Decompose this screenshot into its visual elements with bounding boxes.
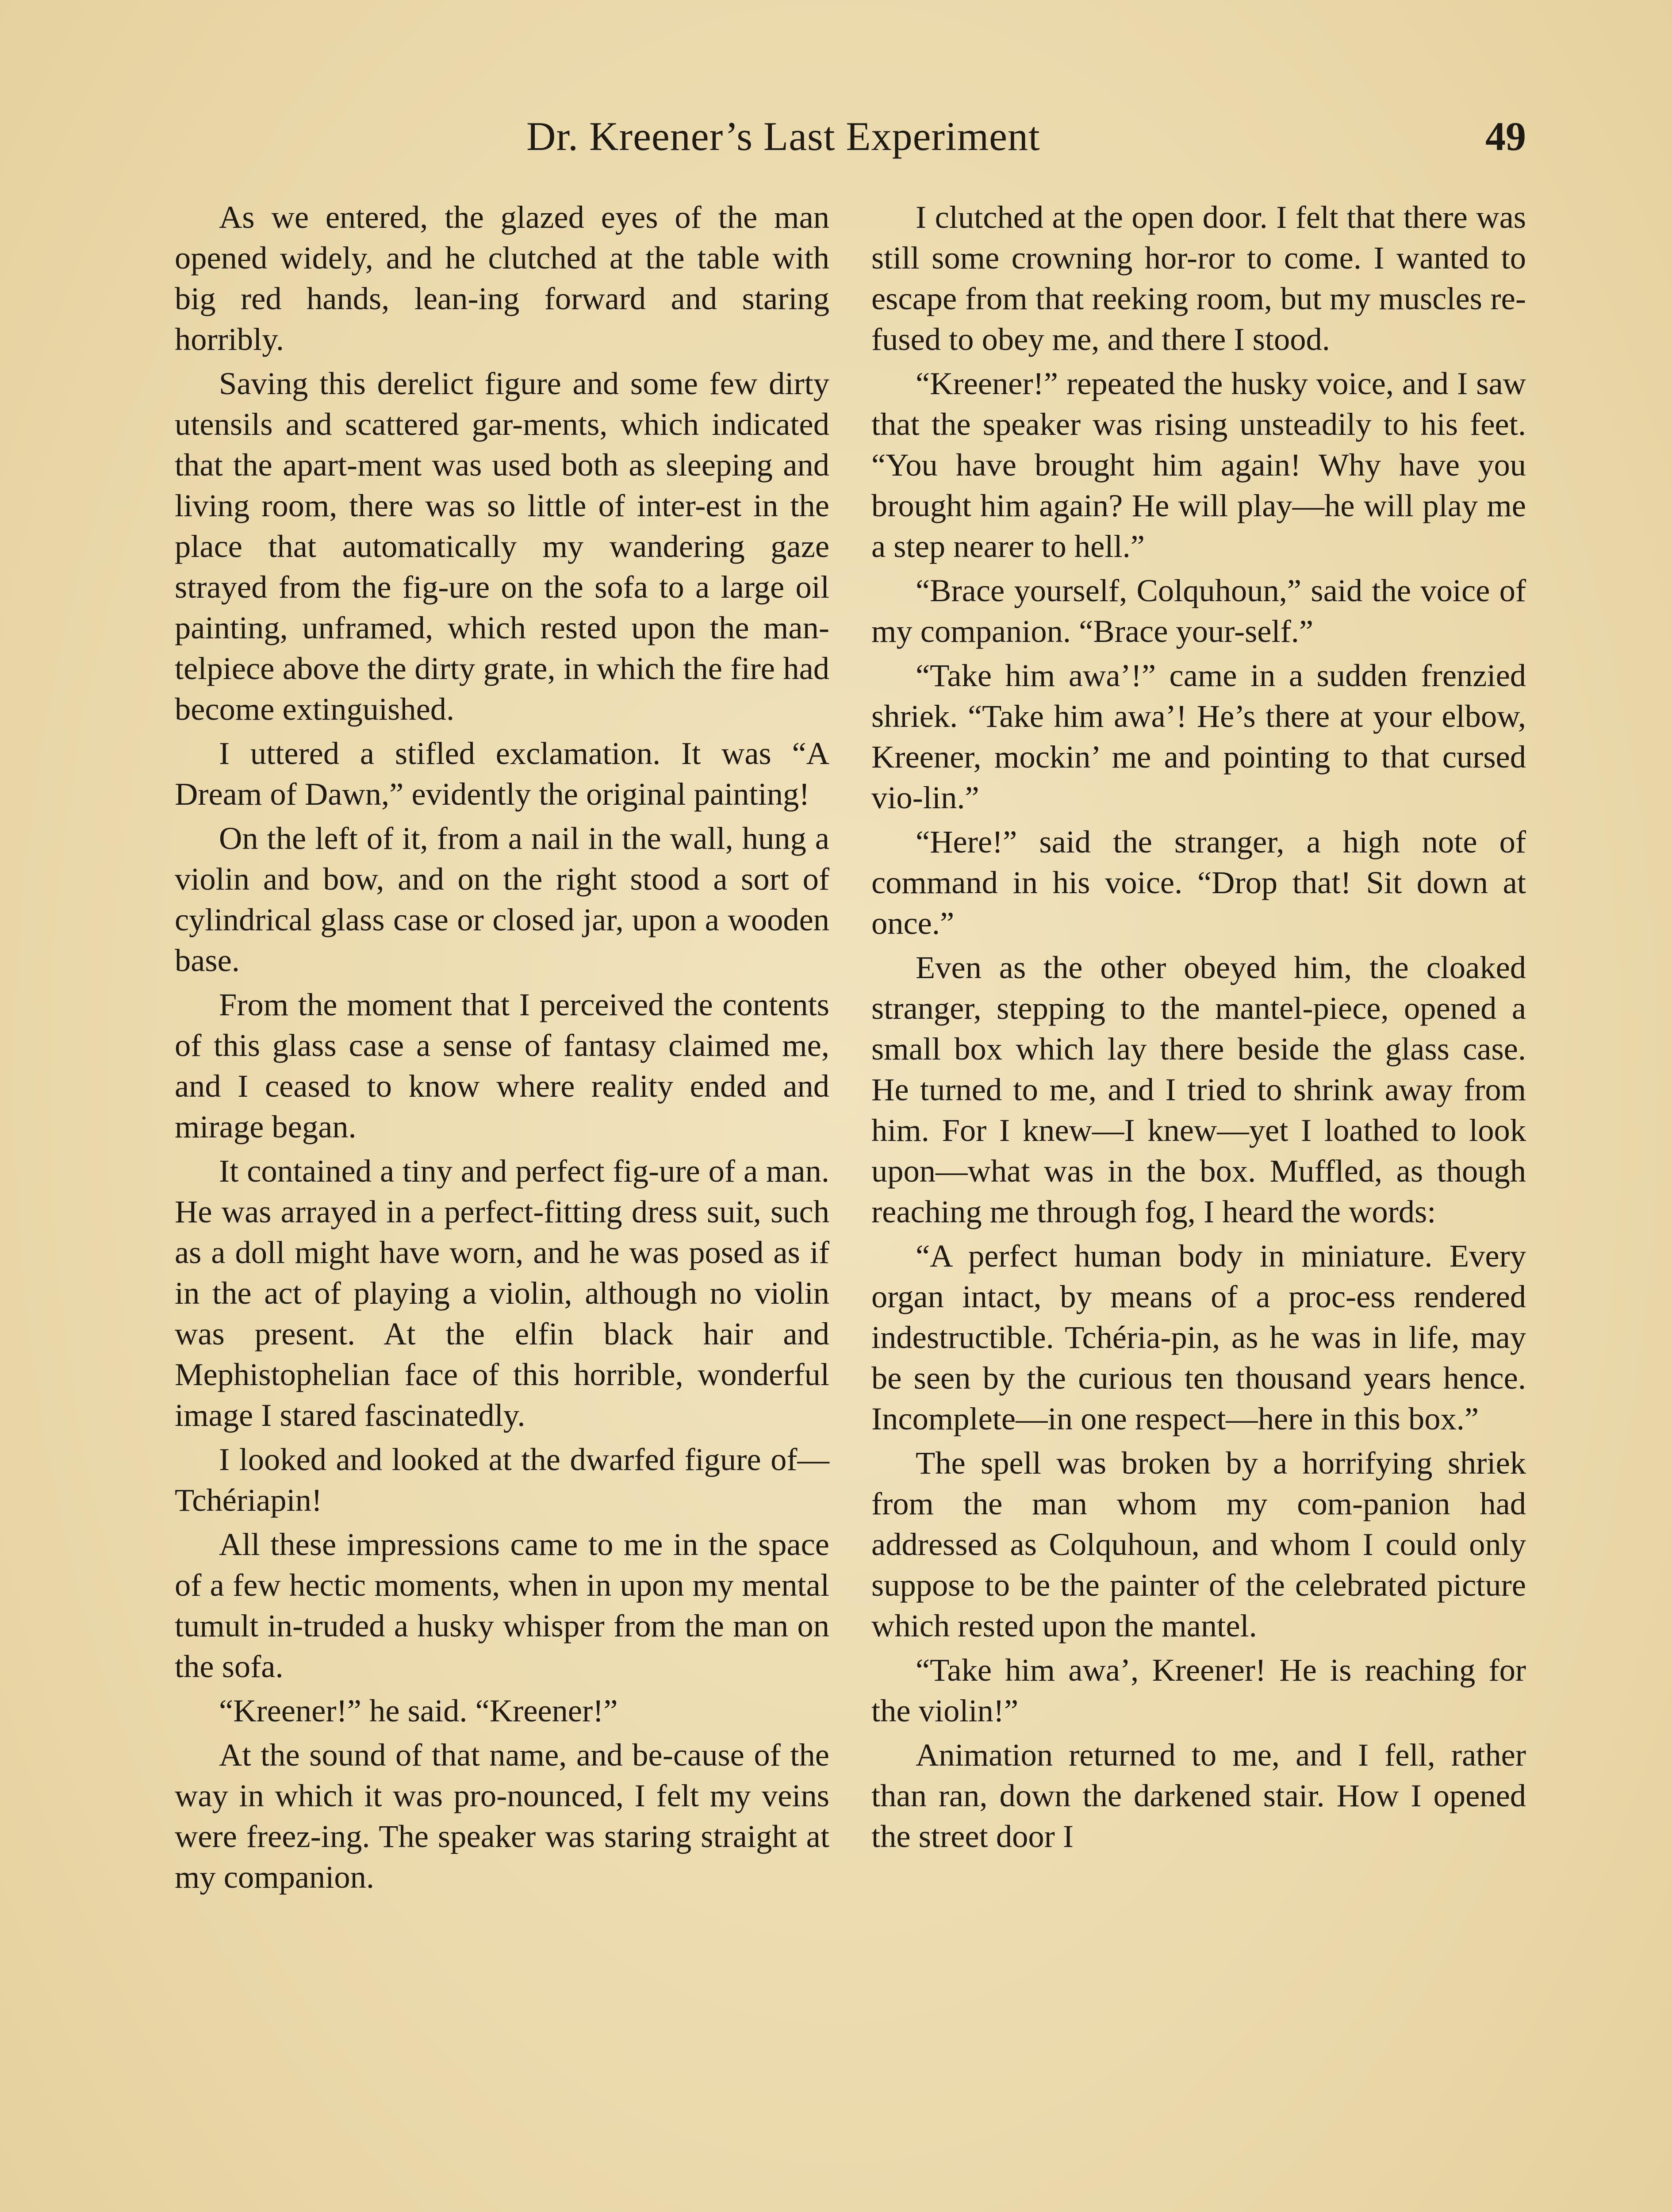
paragraph: From the moment that I perceived the contents of this glass case a sense of fantasy claimed me, and I ceased to know where reality ended and mirage began. — [175, 987, 829, 1144]
paragraph: “A perfect human body in miniature. Every organ intact, by means of a proc-ess rendered indestructible. Tchéria-pin, as he was in life, may be seen by the curious ten thousand years hence. Incomplete—in one respect—here in this box.” — [871, 1238, 1526, 1436]
paragraph: It contained a tiny and perfect fig-ure of a man. He was arrayed in a perfect-fitting dress suit, such as a doll might have worn, and he was posed as if in the act of playing a violin, although no violin was present. At the elfin black hair and Mephistophelian face of this horrible, wonderful image I stared fascinatedly. — [175, 1153, 829, 1433]
paragraph: “Brace yourself, Colquhoun,” said the voice of my companion. “Brace your-self.” — [871, 572, 1526, 649]
paragraph: Even as the other obeyed him, the cloaked stranger, stepping to the mantel-piece, opened a small box which lay there beside the glass case. He turned to me, and I tried to shrink away from him. For I knew—I knew—yet I loathed to look upon—what was in the box. Muffled, as though reaching me through fog, I heard the words: — [871, 949, 1526, 1229]
paragraph: The spell was broken by a horrifying shriek from the man whom my com-panion had addressed as Colquhoun, and whom I could only suppose to be the painter of the celebrated picture which rested upon the mantel. — [871, 1445, 1526, 1644]
paragraph: On the left of it, from a nail in the wall, hung a violin and bow, and on the right stood a sort of cylindrical glass case or closed jar, upon a wooden base. — [175, 820, 829, 978]
paragraph: “Kreener!” repeated the husky voice, and I saw that the speaker was rising unsteadily to his feet. “You have brought him again! Why have you brought him again? He will play—he will play me a step nearer to hell.” — [871, 365, 1526, 564]
paragraph: All these impressions came to me in the space of a few hectic moments, when in upon my mental tumult in-truded a husky whisper from the man on the sofa. — [175, 1526, 829, 1684]
paragraph: “Kreener!” he said. “Kreener!” — [219, 1693, 618, 1728]
paragraph: “Take him awa’!” came in a sudden frenzied shriek. “Take him awa’! He’s there at your elbow, Kreener, mockin’ me and pointing to that cursed vio-lin.” — [871, 657, 1526, 815]
left-text-column — [175, 197, 829, 1901]
paragraph: “Take him awa’, Kreener! He is reaching for the violin!” — [871, 1652, 1526, 1728]
paragraph: Animation returned to me, and I fell, rather than ran, down the darkened stair. How I opened the street door I — [871, 1737, 1526, 1854]
paragraph: I uttered a stifled exclamation. It was “A Dream of Dawn,” evidently the original painting! — [175, 735, 829, 812]
paragraph: I clutched at the open door. I felt that there was still some crowning hor-ror to come. I wanted to escape from that reeking room, but my muscles re-fused to obey me, and there I stood. — [871, 199, 1526, 357]
page-number: 49 — [1485, 114, 1526, 159]
paragraph: As we entered, the glazed eyes of the man opened widely, and he clutched at the table with big red hands, lean-ing forward and staring horribly. — [175, 199, 829, 357]
paragraph: At the sound of that name, and be-cause of the way in which it was pro-nounced, I felt my veins were freez-ing. The speaker was staring straight at my companion. — [175, 1737, 829, 1895]
running-title: Dr. Kreener’s Last Experiment — [526, 114, 1040, 159]
paragraph: I looked and looked at the dwarfed figure of—Tchériapin! — [175, 1441, 829, 1518]
paragraph: Saving this derelict figure and some few dirty utensils and scattered gar-ments, which indicated that the apart-ment was used both as sleeping and living room, there was so little of inter-est in the place that automatically my wandering gaze strayed from the fig-ure on the sofa to a large oil painting, unframed, which rested upon the man-telpiece above the dirty grate, in which the fire had become extinguished. — [175, 365, 829, 727]
right-text-column — [871, 197, 1526, 1860]
page-header — [526, 113, 1526, 170]
paragraph: “Here!” said the stranger, a high note of command in his voice. “Drop that! Sit down at once.” — [871, 824, 1526, 941]
